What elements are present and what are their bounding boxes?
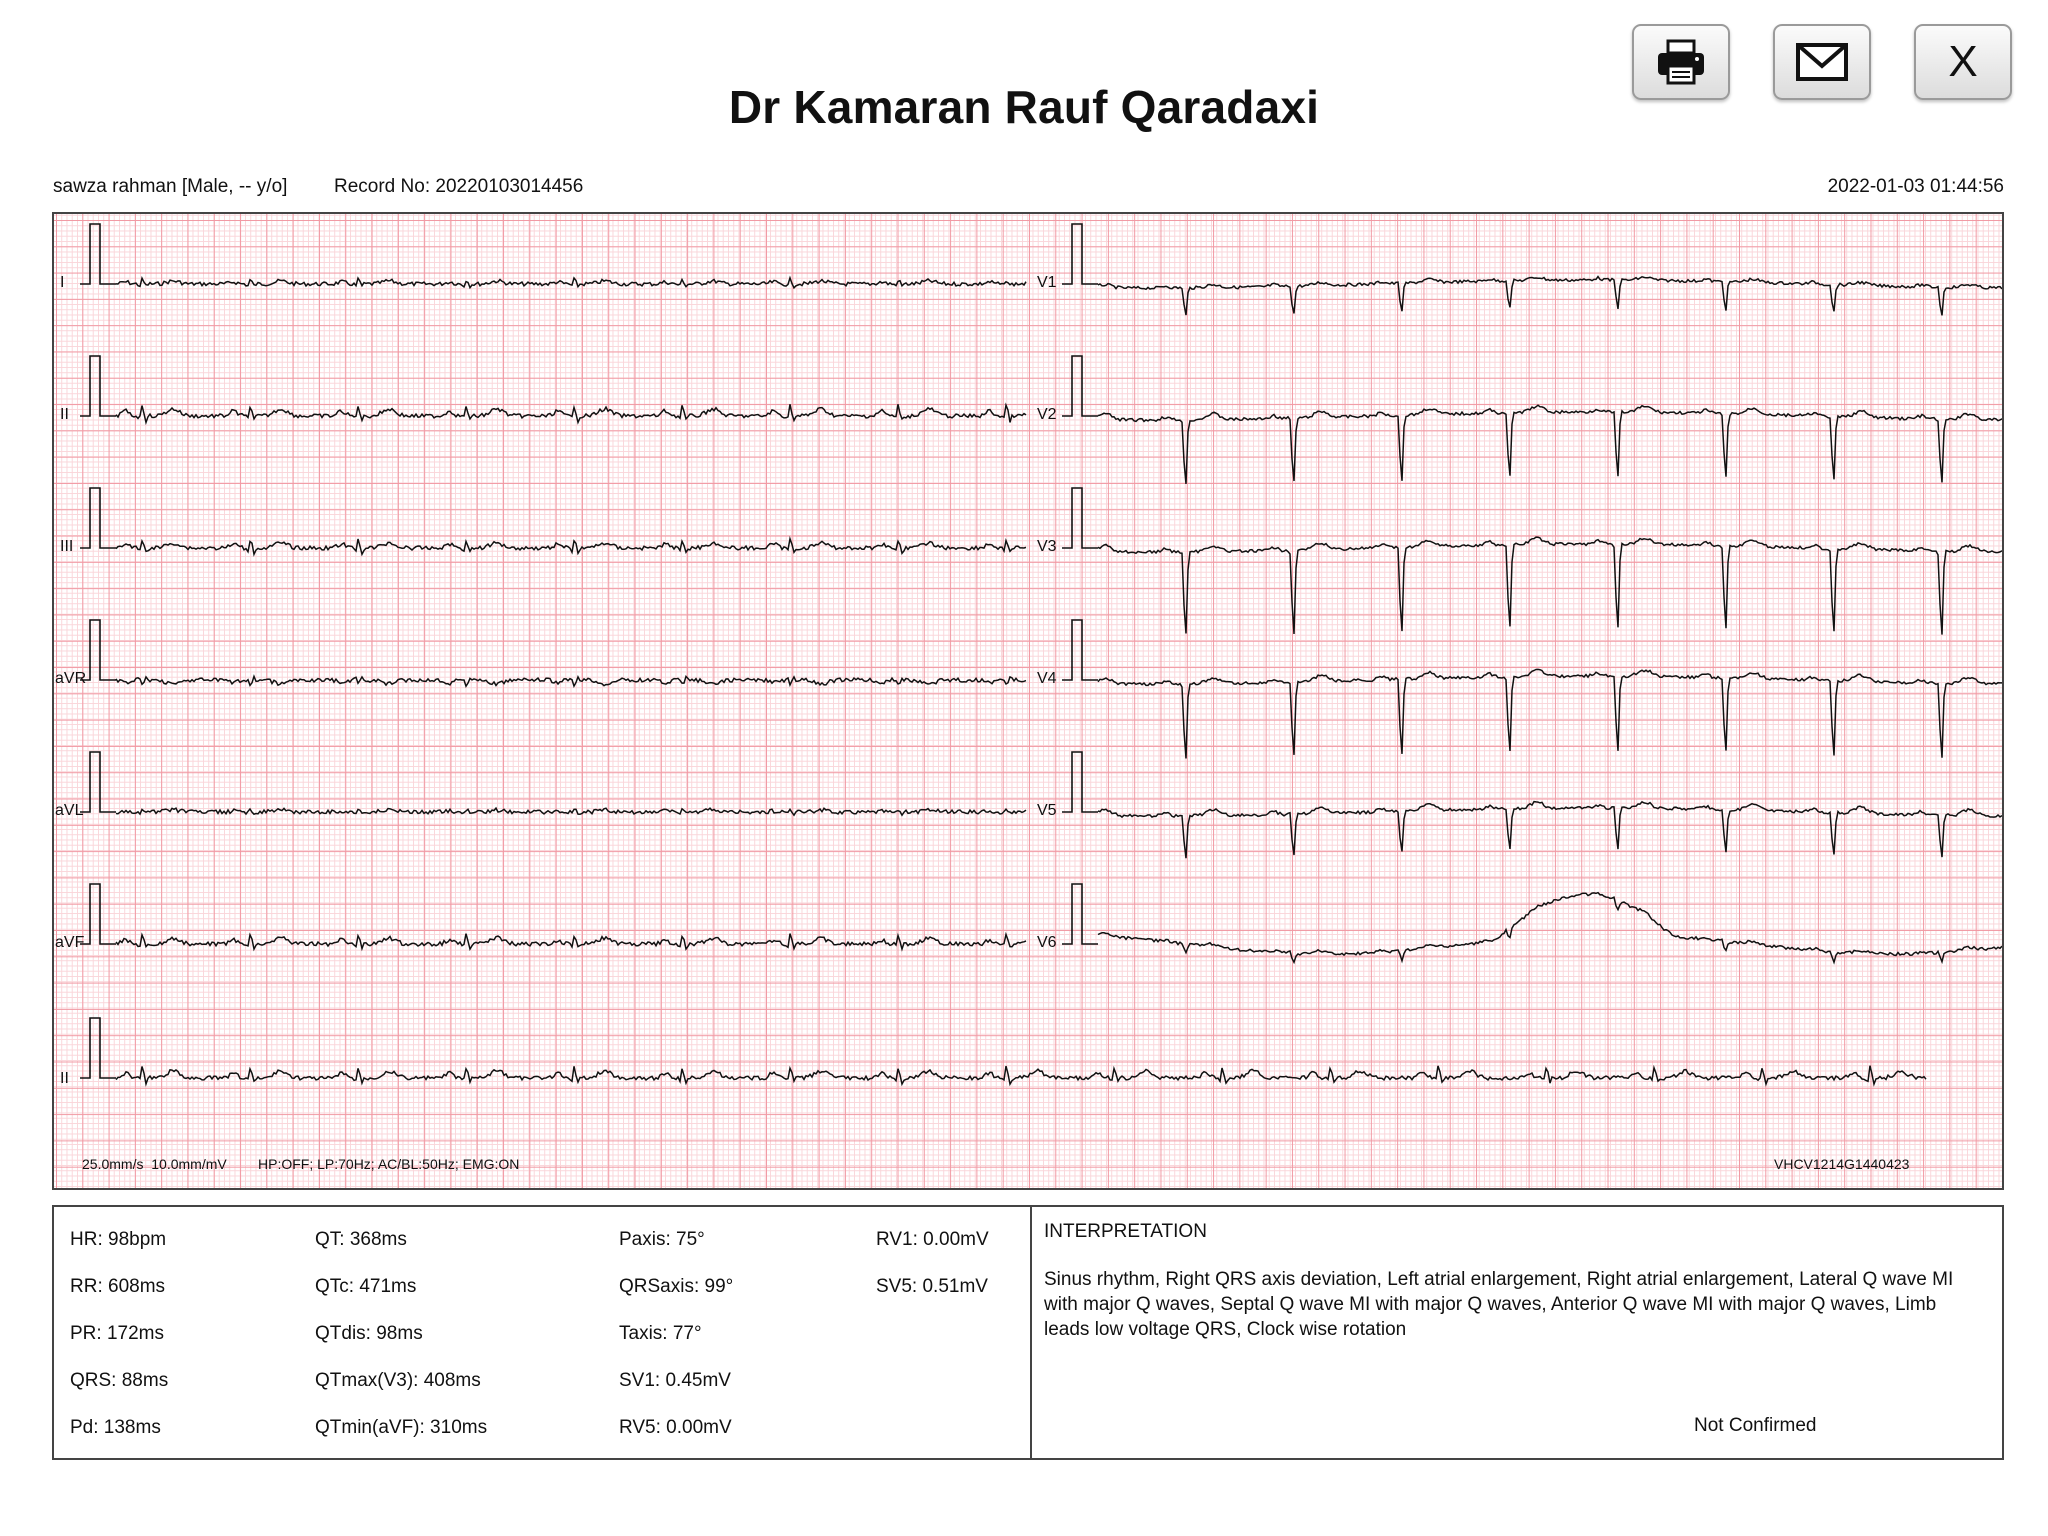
lead-label-rhythm-II: II	[60, 1070, 69, 1087]
calibration-pulse-V2	[1062, 356, 1098, 416]
calibration-pulse-aVL	[80, 752, 116, 812]
measure-rv1: RV1: 0.00mV	[876, 1229, 989, 1250]
ecg-trace-aVR	[116, 676, 1026, 686]
calibration-pulse-V4	[1062, 620, 1098, 680]
ecg-trace-III	[116, 539, 1026, 555]
print-button[interactable]	[1632, 24, 1730, 100]
lead-label-aVR: aVR	[55, 670, 87, 687]
email-button[interactable]	[1773, 24, 1871, 100]
ecg-chart	[52, 212, 2004, 1190]
lead-label-V2: V2	[1037, 406, 1057, 423]
measure-qtdis: QTdis: 98ms	[315, 1323, 423, 1344]
measure-taxis: Taxis: 77°	[619, 1323, 702, 1344]
calibration-pulse-V6	[1062, 884, 1098, 944]
report-title: Dr Kamaran Rauf Qaradaxi	[728, 81, 1320, 133]
measure-hr: HR: 98bpm	[70, 1229, 167, 1250]
interpretation-text: Sinus rhythm, Right QRS axis deviation, Left atrial enlargement, Right atrial enlargement, Lateral Q wave MI with major Q waves, Septal Q wave MI with major Q waves, Anterior Q wave MI with major Q waves, Limb leads low voltage QRS, Clock wise rotation	[1044, 1269, 1954, 1340]
calibration-pulse-I	[80, 224, 116, 284]
close-icon: X	[1948, 37, 1978, 86]
measure-qtmin: QTmin(aVF): 310ms	[315, 1417, 488, 1438]
measure-rv5: RV5: 0.00mV	[619, 1417, 732, 1438]
measure-sv5: SV5: 0.51mV	[876, 1276, 988, 1297]
close-button[interactable]	[1914, 24, 2012, 100]
panel-divider	[1030, 1207, 1032, 1458]
ecg-trace-V3	[1098, 537, 2002, 635]
calibration-pulse-V3	[1062, 488, 1098, 548]
calibration-pulse-V5	[1062, 752, 1098, 812]
lead-label-V6: V6	[1037, 934, 1057, 951]
lead-label-III: III	[60, 538, 74, 555]
calibration-pulse-II	[80, 356, 116, 416]
confirmation-status: Not Confirmed	[1694, 1415, 1817, 1436]
interpretation-heading: INTERPRETATION	[1044, 1221, 1207, 1242]
calibration-pulse-aVF	[80, 884, 116, 944]
calibration-pulse-III	[80, 488, 116, 548]
envelope-icon	[1795, 42, 1849, 82]
lead-label-aVF: aVF	[55, 934, 85, 951]
measure-qt: QT: 368ms	[315, 1229, 407, 1250]
lead-label-V3: V3	[1037, 538, 1057, 555]
ecg-trace-aVF	[116, 934, 1026, 950]
measurements-panel	[52, 1205, 2004, 1460]
printer-icon	[1655, 38, 1707, 86]
ecg-trace-V2	[1098, 405, 2002, 484]
calibration-pulse-rhythm-II	[80, 1018, 116, 1078]
ecg-trace-V1	[1098, 277, 2002, 316]
measure-sv1: SV1: 0.45mV	[619, 1370, 731, 1391]
measure-qtmax: QTmax(V3): 408ms	[315, 1370, 481, 1391]
measure-qtc: QTc: 471ms	[315, 1276, 417, 1297]
ecg-trace-V4	[1098, 669, 2002, 758]
calibration-pulse-V1	[1062, 224, 1098, 284]
measure-qrs: QRS: 88ms	[70, 1370, 169, 1391]
patient-info: sawza rahman [Male, -- y/o]	[53, 176, 288, 197]
ecg-filters: HP:OFF; LP:70Hz; AC/BL:50Hz; EMG:ON	[258, 1156, 520, 1172]
lead-label-II: II	[60, 406, 69, 423]
lead-label-V1: V1	[1037, 274, 1057, 291]
measure-pr: PR: 172ms	[70, 1323, 164, 1344]
ecg-trace-aVL	[116, 808, 1026, 815]
ecg-trace-I	[116, 278, 1026, 288]
lead-label-V5: V5	[1037, 802, 1057, 819]
record-datetime: 2022-01-03 01:44:56	[1827, 176, 2004, 197]
ecg-trace-II	[116, 404, 1026, 422]
ecg-trace-rhythm-II	[116, 1066, 1926, 1084]
ecg-trace-V5	[1098, 802, 2002, 859]
measure-rr: RR: 608ms	[70, 1276, 166, 1297]
measure-qrsaxis: QRSaxis: 99°	[619, 1276, 734, 1297]
record-number: Record No: 20220103014456	[334, 176, 584, 197]
ecg-trace-V6	[1098, 893, 2002, 963]
lead-label-I: I	[60, 274, 65, 291]
ecg-traces	[54, 214, 2002, 1188]
ecg-settings: 25.0mm/s 10.0mm/mV	[82, 1156, 227, 1172]
device-id: VHCV1214G1440423	[1774, 1156, 1910, 1172]
measure-paxis: Paxis: 75°	[619, 1229, 705, 1250]
lead-label-V4: V4	[1037, 670, 1057, 687]
lead-label-aVL: aVL	[55, 802, 84, 819]
measure-pd: Pd: 138ms	[70, 1417, 161, 1438]
